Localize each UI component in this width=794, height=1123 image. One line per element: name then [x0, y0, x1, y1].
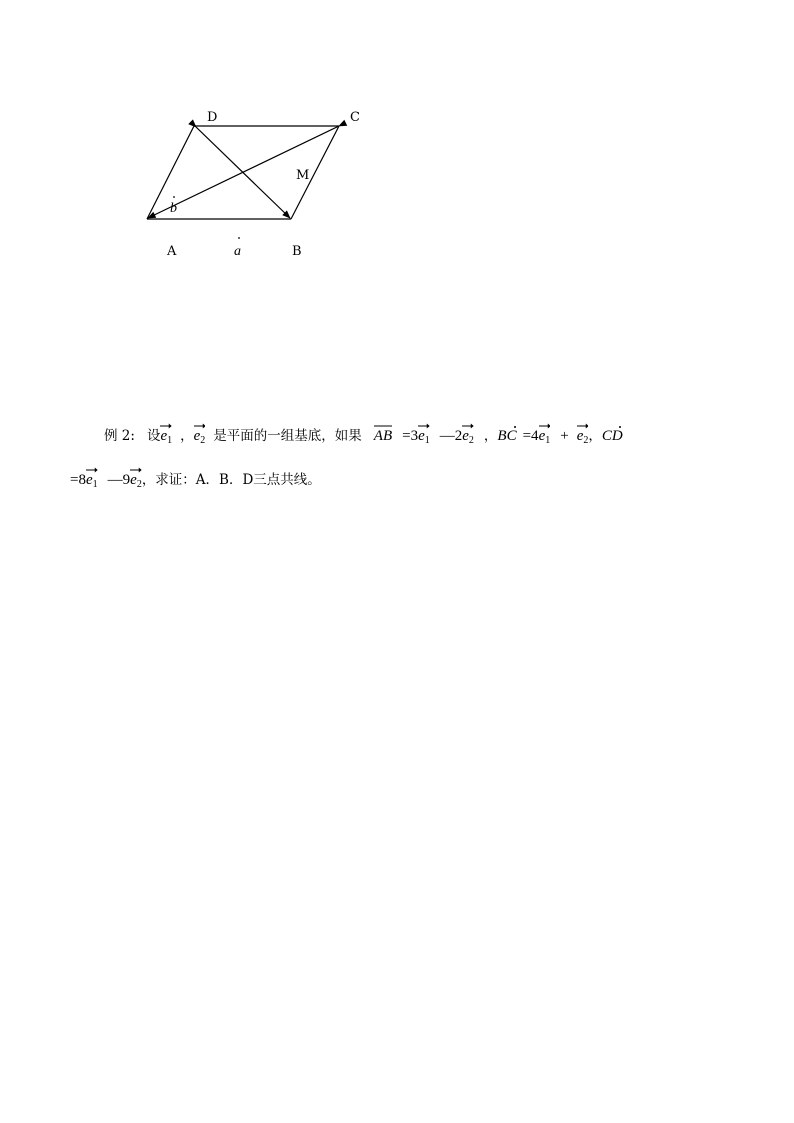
cd-coef-1: =8	[70, 472, 86, 488]
vector-label-a: a	[234, 244, 241, 259]
basis-text: 是平面的一组基底，如果	[213, 428, 362, 444]
bc-coef-1: =4	[522, 428, 539, 444]
example-label: 例 2:	[104, 428, 135, 444]
vector-dot-icon	[618, 425, 622, 429]
ab-coef-1: =3	[402, 428, 419, 444]
comma-2: ，	[483, 428, 498, 444]
ab-op: —2	[439, 428, 463, 444]
parallelogram-figure	[0, 0, 794, 300]
point-label-M: M	[296, 168, 310, 183]
vector-dot-icon	[513, 425, 517, 429]
vector-e1: $e_1$	[418, 426, 430, 451]
vector-b-dot	[173, 196, 175, 198]
vector-arrow-icon	[539, 423, 551, 429]
vector-arrow-icon	[86, 467, 98, 473]
vector-arrow-icon	[418, 423, 430, 429]
comma-1: ，	[180, 428, 194, 444]
vector-arrow-icon	[462, 423, 474, 429]
vector-arrow-icon	[130, 467, 142, 473]
vector-AB: AB	[374, 426, 392, 446]
set-word: 设	[146, 428, 161, 444]
vector-CD: CD	[602, 426, 623, 446]
vector-label-b: b	[170, 201, 177, 216]
vector-a-dot	[238, 237, 240, 239]
example-line-1	[104, 426, 623, 451]
vector-arrow-icon	[577, 423, 589, 429]
vector-e2: $e_2$	[130, 470, 142, 495]
vector-e2: $e_2$	[577, 426, 589, 451]
vector-e2: $e_2$	[194, 426, 206, 451]
point-label-D: D	[207, 110, 218, 125]
example-line-2	[70, 470, 321, 495]
conclusion-text: ，求证：A．B．D三点共线。	[141, 472, 321, 488]
vector-arrow-icon	[160, 423, 172, 429]
vector-BC: BC	[497, 426, 516, 446]
vector-e1: $e_1$	[86, 470, 98, 495]
vector-e1: $e_1$	[160, 426, 172, 451]
vector-arrow-icon	[194, 423, 206, 429]
vector-e1: $e_1$	[539, 426, 551, 451]
cd-op: —9	[107, 472, 131, 488]
comma-3: ，	[588, 428, 602, 444]
point-label-B: B	[292, 244, 302, 259]
bc-op: +	[560, 428, 569, 444]
point-label-C: C	[350, 110, 360, 125]
vector-e2: $e_2$	[462, 426, 474, 451]
vector-bar-icon	[374, 423, 392, 429]
point-label-A: A	[167, 244, 177, 259]
